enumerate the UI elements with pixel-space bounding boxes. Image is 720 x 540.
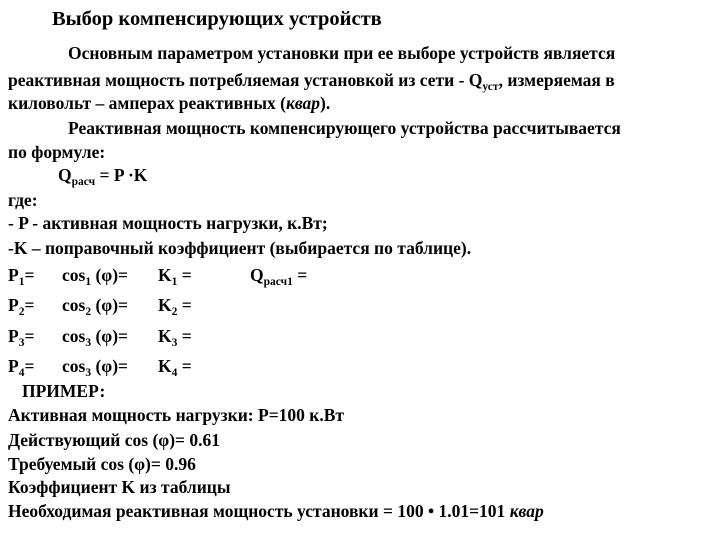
intro-line-2: реактивная мощность потребляемая установкой из сети - $Q_{уст}$, измеряемая в bbox=[8, 70, 615, 93]
example-line-2: Действующий cos (φ)= 0.61 bbox=[8, 430, 221, 450]
table-cell-p: $P_2=$ bbox=[8, 295, 35, 318]
intro-line-1: Основным параметром установки при ее выборе устройств является bbox=[68, 43, 616, 63]
example-line-4: Коэффициент K из таблицы bbox=[8, 477, 231, 497]
where-item-1: - P - активная мощность нагрузки, к.Вт; bbox=[8, 213, 328, 233]
table-cell-cos: $\cos_3 (\varphi)=$ bbox=[62, 356, 129, 379]
table-cell-p: $P_1=$ bbox=[8, 265, 35, 288]
table-cell-cos: $\cos_3 (\varphi)=$ bbox=[62, 326, 129, 349]
table-cell-k: $K_3$ = bbox=[158, 326, 192, 349]
table-cell-p: $P_3=$ bbox=[8, 326, 35, 349]
formula: $Q_{расч} = P \cdot K$ bbox=[58, 165, 148, 188]
example-line-1: Активная мощность нагрузки: P=100 к.Вт bbox=[8, 405, 345, 425]
example-line-3: Требуемый cos (φ)= 0.96 bbox=[8, 454, 196, 474]
table-cell-k: $K_2$ = bbox=[158, 295, 192, 318]
intro-line-3: киловольт – амперах реактивных (квар). bbox=[8, 93, 331, 113]
example-line-5: Необходимая реактивная мощность установки = 100 • 1.01=101 квар bbox=[8, 501, 544, 521]
table-cell-cos: $\cos_2 (\varphi)=$ bbox=[62, 295, 129, 318]
table-cell-cos: $\cos_1 (\varphi)=$ bbox=[62, 265, 129, 288]
table-cell-k: $K_1$ = bbox=[158, 265, 192, 288]
formula-intro-line-2: по формуле: bbox=[8, 142, 106, 162]
formula-intro-line-1: Реактивная мощность компенсирующего устройства рассчитывается bbox=[68, 118, 621, 138]
table-cell-k: $K_4$ = bbox=[158, 356, 192, 379]
table-cell-p: $P_4=$ bbox=[8, 356, 35, 379]
page-title: Выбор компенсирующих устройств bbox=[52, 8, 382, 30]
table-cell-q: $Q_{расч1}$ = bbox=[250, 265, 308, 288]
where-label: где: bbox=[8, 190, 38, 210]
where-item-2: -K – поправочный коэффициент (выбирается по таблице). bbox=[8, 238, 472, 258]
example-heading: ПРИМЕР: bbox=[22, 381, 106, 401]
